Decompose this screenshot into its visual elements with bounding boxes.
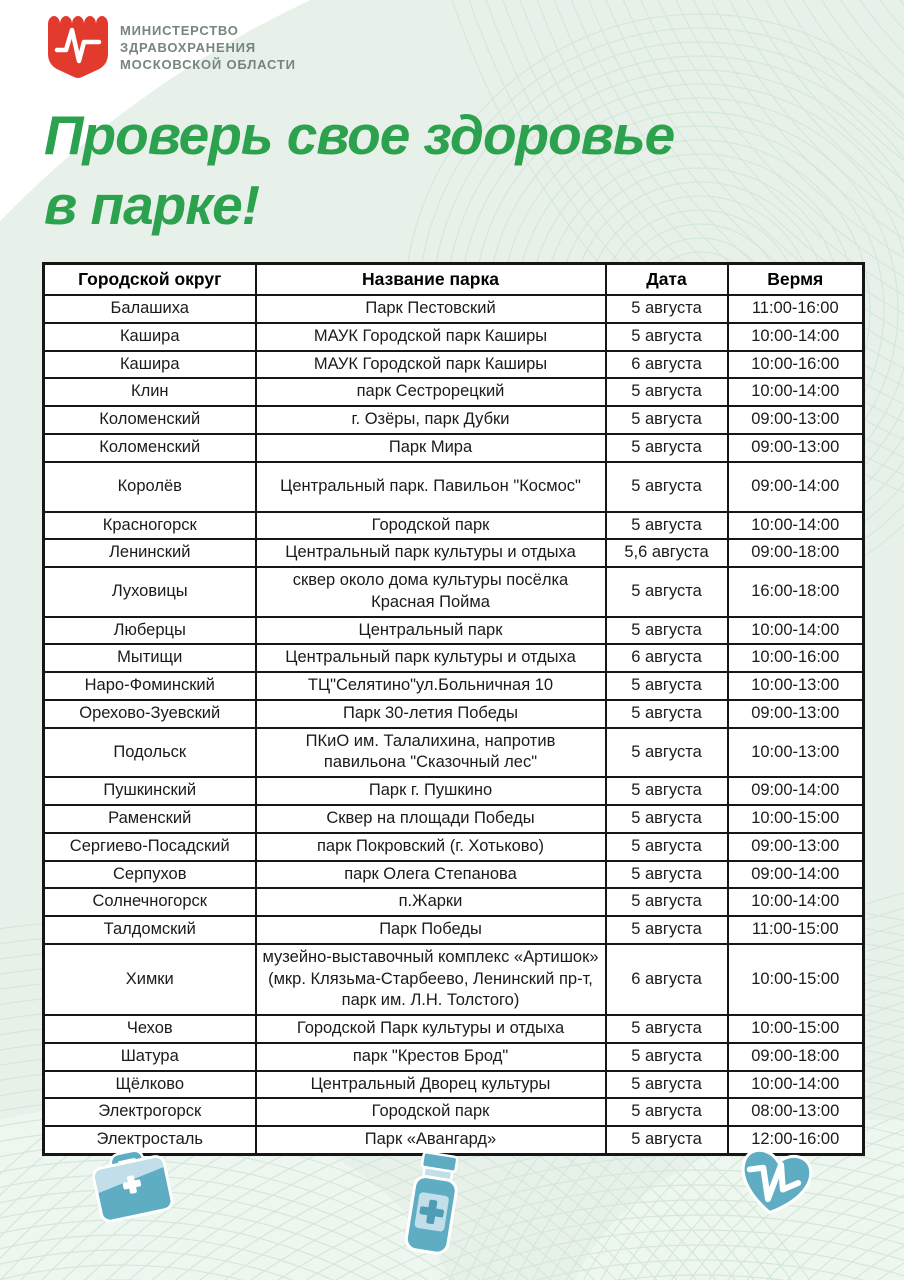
park-cell: парк Олега Степанова — [256, 861, 606, 889]
date-cell: 6 августа — [606, 944, 728, 1015]
park-cell: Центральный парк — [256, 617, 606, 645]
table-row — [44, 805, 864, 833]
table-row — [44, 539, 864, 567]
date-cell: 5 августа — [606, 295, 728, 323]
district-cell: Коломенский — [44, 406, 256, 434]
date-cell: 5 августа — [606, 1015, 728, 1043]
park-cell: Городской Парк культуры и отдыха — [256, 1015, 606, 1043]
district-cell: Кашира — [44, 323, 256, 351]
date-cell: 5 августа — [606, 462, 728, 512]
date-cell: 5 августа — [606, 617, 728, 645]
park-cell: Парк Победы — [256, 916, 606, 944]
district-cell: Чехов — [44, 1015, 256, 1043]
date-cell: 5 августа — [606, 700, 728, 728]
page-title-line2: в парке! — [44, 174, 260, 236]
date-cell: 5 августа — [606, 434, 728, 462]
district-cell: Электросталь — [44, 1126, 256, 1154]
table-row — [44, 512, 864, 540]
time-cell: 10:00-15:00 — [728, 805, 864, 833]
park-cell: Центральный Дворец культуры — [256, 1071, 606, 1099]
ministry-name-line1: МИНИСТЕРСТВО — [120, 23, 239, 38]
time-cell: 09:00-18:00 — [728, 1043, 864, 1071]
park-cell: Парк Мира — [256, 434, 606, 462]
park-cell: парк Сестрорецкий — [256, 378, 606, 406]
ministry-name-line2: ЗДРАВОХРАНЕНИЯ — [120, 40, 256, 55]
table-row — [44, 434, 864, 462]
table-row — [44, 644, 864, 672]
ministry-shield-icon — [48, 14, 108, 80]
time-cell: 09:00-14:00 — [728, 861, 864, 889]
district-cell: Талдомский — [44, 916, 256, 944]
time-cell: 10:00-14:00 — [728, 323, 864, 351]
district-cell: Солнечногорск — [44, 888, 256, 916]
park-cell: Центральный парк культуры и отдыха — [256, 644, 606, 672]
park-cell: МАУК Городской парк Каширы — [256, 323, 606, 351]
date-cell: 5 августа — [606, 777, 728, 805]
time-cell: 10:00-14:00 — [728, 1071, 864, 1099]
header-time: Вермя — [728, 264, 864, 296]
district-cell: Электрогорск — [44, 1098, 256, 1126]
district-cell: Серпухов — [44, 861, 256, 889]
time-cell: 09:00-13:00 — [728, 833, 864, 861]
time-cell: 10:00-15:00 — [728, 1015, 864, 1043]
park-cell: парк "Крестов Брод" — [256, 1043, 606, 1071]
date-cell: 5 августа — [606, 406, 728, 434]
park-cell: Центральный парк. Павильон "Космос" — [256, 462, 606, 512]
header-park-name: Название парка — [256, 264, 606, 296]
table-row — [44, 567, 864, 617]
date-cell: 5,6 августа — [606, 539, 728, 567]
date-cell: 5 августа — [606, 512, 728, 540]
time-cell: 10:00-14:00 — [728, 617, 864, 645]
page-title-line1: Проверь свое здоровье — [44, 104, 675, 166]
district-cell: Сергиево-Посадский — [44, 833, 256, 861]
time-cell: 10:00-13:00 — [728, 728, 864, 778]
district-cell: Наро-Фоминский — [44, 672, 256, 700]
table-header-row — [44, 264, 864, 296]
medicine-bottle-icon — [396, 1148, 470, 1260]
park-cell: музейно-выставочный комплекс «Артишок» (мкр. Клязьма-Старбеево, Ленинский пр-т, парк им. Л.Н. Толстого) — [256, 944, 606, 1015]
district-cell: Луховицы — [44, 567, 256, 617]
time-cell: 11:00-15:00 — [728, 916, 864, 944]
table-row — [44, 916, 864, 944]
date-cell: 5 августа — [606, 1126, 728, 1154]
table-row — [44, 944, 864, 1015]
time-cell: 10:00-16:00 — [728, 351, 864, 379]
time-cell: 11:00-16:00 — [728, 295, 864, 323]
table-row — [44, 462, 864, 512]
district-cell: Люберцы — [44, 617, 256, 645]
district-cell: Ленинский — [44, 539, 256, 567]
date-cell: 5 августа — [606, 833, 728, 861]
park-cell: Парк «Авангард» — [256, 1126, 606, 1154]
district-cell: Шатура — [44, 1043, 256, 1071]
page-title — [44, 100, 674, 240]
park-cell: п.Жарки — [256, 888, 606, 916]
table-row — [44, 1071, 864, 1099]
park-cell: Городской парк — [256, 1098, 606, 1126]
date-cell: 5 августа — [606, 861, 728, 889]
park-cell: МАУК Городской парк Каширы — [256, 351, 606, 379]
table-row — [44, 672, 864, 700]
time-cell: 10:00-13:00 — [728, 672, 864, 700]
time-cell: 09:00-14:00 — [728, 777, 864, 805]
time-cell: 09:00-13:00 — [728, 434, 864, 462]
table-row — [44, 1098, 864, 1126]
date-cell: 5 августа — [606, 1071, 728, 1099]
date-cell: 5 августа — [606, 672, 728, 700]
time-cell: 09:00-14:00 — [728, 462, 864, 512]
time-cell: 10:00-15:00 — [728, 944, 864, 1015]
park-cell: Парк 30-летия Победы — [256, 700, 606, 728]
table-row — [44, 1015, 864, 1043]
time-cell: 16:00-18:00 — [728, 567, 864, 617]
park-cell: ПКиО им. Талалихина, напротив павильона "Сказочный лес" — [256, 728, 606, 778]
date-cell: 5 августа — [606, 805, 728, 833]
time-cell: 10:00-14:00 — [728, 888, 864, 916]
schedule-table-body — [44, 295, 864, 1154]
park-cell: Парк г. Пушкино — [256, 777, 606, 805]
district-cell: Балашиха — [44, 295, 256, 323]
table-row — [44, 617, 864, 645]
park-cell: сквер около дома культуры посёлка Красная Пойма — [256, 567, 606, 617]
ministry-name-line3: МОСКОВСКОЙ ОБЛАСТИ — [120, 57, 296, 72]
district-cell: Кашира — [44, 351, 256, 379]
date-cell: 5 августа — [606, 728, 728, 778]
district-cell: Орехово-Зуевский — [44, 700, 256, 728]
date-cell: 5 августа — [606, 378, 728, 406]
ministry-logo — [48, 14, 296, 80]
time-cell: 12:00-16:00 — [728, 1126, 864, 1154]
time-cell: 10:00-14:00 — [728, 378, 864, 406]
time-cell: 10:00-16:00 — [728, 644, 864, 672]
table-row — [44, 888, 864, 916]
district-cell: Химки — [44, 944, 256, 1015]
heart-pulse-icon — [730, 1140, 819, 1224]
district-cell: Красногорск — [44, 512, 256, 540]
time-cell: 09:00-13:00 — [728, 406, 864, 434]
district-cell: Коломенский — [44, 434, 256, 462]
first-aid-kit-icon — [85, 1140, 179, 1229]
district-cell: Мытищи — [44, 644, 256, 672]
table-row — [44, 700, 864, 728]
park-cell: Городской парк — [256, 512, 606, 540]
date-cell: 5 августа — [606, 567, 728, 617]
park-cell: Центральный парк культуры и отдыха — [256, 539, 606, 567]
table-row — [44, 378, 864, 406]
table-row — [44, 833, 864, 861]
table-row — [44, 728, 864, 778]
date-cell: 5 августа — [606, 1098, 728, 1126]
date-cell: 6 августа — [606, 644, 728, 672]
header-date: Дата — [606, 264, 728, 296]
date-cell: 5 августа — [606, 916, 728, 944]
park-cell: г. Озёры, парк Дубки — [256, 406, 606, 434]
time-cell: 08:00-13:00 — [728, 1098, 864, 1126]
district-cell: Подольск — [44, 728, 256, 778]
date-cell: 5 августа — [606, 888, 728, 916]
time-cell: 10:00-14:00 — [728, 512, 864, 540]
park-cell: Сквер на площади Победы — [256, 805, 606, 833]
header-district: Городской округ — [44, 264, 256, 296]
table-row — [44, 323, 864, 351]
table-row — [44, 406, 864, 434]
time-cell: 09:00-13:00 — [728, 700, 864, 728]
park-cell: парк Покровский (г. Хотьково) — [256, 833, 606, 861]
table-row — [44, 351, 864, 379]
park-cell: Парк Пестовский — [256, 295, 606, 323]
date-cell: 5 августа — [606, 323, 728, 351]
table-row — [44, 777, 864, 805]
district-cell: Раменский — [44, 805, 256, 833]
date-cell: 5 августа — [606, 1043, 728, 1071]
park-cell: ТЦ"Селятино"ул.Больничная 10 — [256, 672, 606, 700]
table-row — [44, 295, 864, 323]
district-cell: Щёлково — [44, 1071, 256, 1099]
date-cell: 6 августа — [606, 351, 728, 379]
table-row — [44, 861, 864, 889]
schedule-table — [42, 262, 865, 1156]
district-cell: Клин — [44, 378, 256, 406]
table-row — [44, 1043, 864, 1071]
district-cell: Пушкинский — [44, 777, 256, 805]
time-cell: 09:00-18:00 — [728, 539, 864, 567]
district-cell: Королёв — [44, 462, 256, 512]
